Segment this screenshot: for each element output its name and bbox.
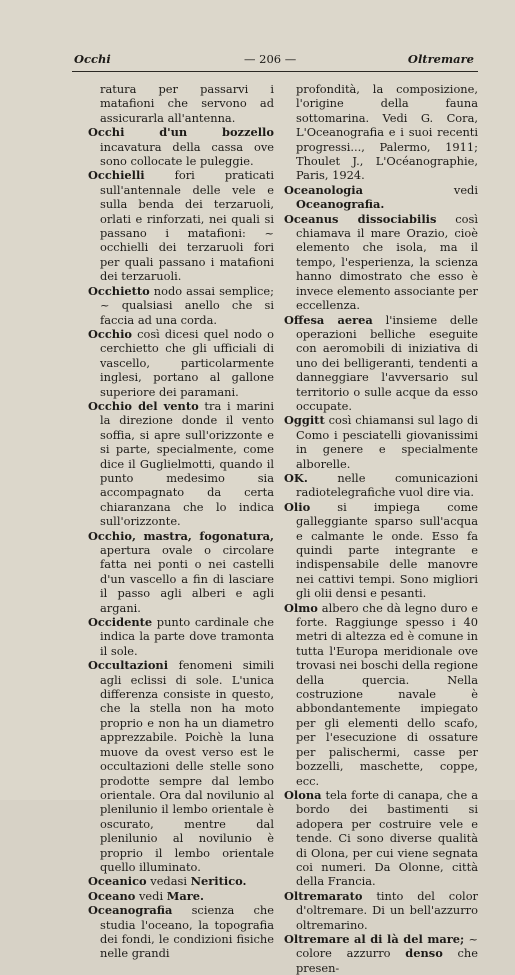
entry-definition: albero che dà legno duro e forte. Raggiunge spesso i 40 metri di altezza ed è comune in tutta l'Europa meridionale ove trovasi nei boschi della regione della quercia. Nella costruzione navale è abbondantemente impiegato per gli elementi dello scafo, per l'esecuzione di ossature per palischermi, casse per bozzelli, maschette, coppe, ecc. <box>296 600 478 788</box>
entry-crossref: Neritico. <box>190 874 247 889</box>
dictionary-entry <box>88 903 274 961</box>
entry-definition: incavatura della cassa ove sono collocate le puleggie. <box>100 139 274 169</box>
entry-definition: nodo assai semplice; ~ qualsiasi anello che si faccia ad una corda. <box>100 283 274 327</box>
entry-definition: scienza che studia l'oceano, la topografia dei fondi, le condizioni fisiche nelle grandi <box>100 903 274 961</box>
entry-headword: Oceanografia <box>88 903 173 918</box>
entry-headword: Oggitt <box>284 413 325 428</box>
entry-headword: Oceanus dissociabilis <box>284 211 437 226</box>
entry-definition: fenomeni simili agli eclissi di sole. L'unica differenza consiste in questo, che la stella non ha moto proprio e non ha un diametro apprezzabile. Poichè la luna muove da ovest verso est le occultazioni delle stelle sono prodotte sempre dal lembo orientale. Ora dal novilunio al plenilunio il lembo orientale è oscurato, mentre dal plenilunio al novilunio è proprio il lembo orientale quello illuminato. <box>100 658 274 874</box>
header-rule <box>72 71 478 72</box>
running-header <box>74 52 474 70</box>
header-right-word: Oltremare <box>407 52 474 66</box>
entry-headword: Occhielli <box>88 168 145 183</box>
dictionary-entry <box>284 601 478 788</box>
dictionary-entry <box>284 82 478 183</box>
entry-headword: Oceanico <box>88 874 147 889</box>
entry-headword: Olio <box>284 499 311 514</box>
entry-headword: Occhio, mastra, fogonatura, <box>88 528 274 543</box>
dictionary-entry <box>88 658 274 874</box>
dictionary-entry <box>284 413 478 471</box>
entry-definition: vedi <box>135 888 167 903</box>
entry-definition: nelle comunicazioni radiotelegrafiche vuol dire via. <box>296 470 478 500</box>
entry-definition: fori praticati sull'antennale delle vele e sulla benda dei terzaruoli, orlati e rinforzati, nei quali si passano i matafioni: ~ occhielli dei terzaruoli fori per quali passano i matafioni dei terzaruoli. <box>100 168 274 284</box>
dictionary-entry <box>88 168 274 283</box>
entry-crossref: denso <box>405 946 443 961</box>
dictionary-entry <box>284 313 478 414</box>
entry-headword: Oceano <box>88 888 136 903</box>
entry-crossref: Mare. <box>166 888 204 903</box>
dictionary-entry <box>88 284 274 327</box>
entry-definition-tail: che presen- <box>296 946 479 975</box>
entry-definition: così dicesi quel nodo o cerchietto che gli ufficiali di vascello, particolarmente inglesi, portano al gallone superiore dei paramani. <box>100 326 274 399</box>
dictionary-entry <box>88 889 274 903</box>
entry-headword: Offesa aerea <box>284 312 373 327</box>
entry-definition: si impiega come galleggiante sparso sull'acqua e calmante le onde. Esso fa quindi parte integrante e indispensabile delle manovre nei cattivi tempi. Sono migliori gli olii densi e pesanti. <box>296 499 478 601</box>
dictionary-entry <box>88 529 274 615</box>
entry-headword: OK. <box>284 470 308 485</box>
dictionary-entry <box>88 327 274 399</box>
entry-definition: punto cardinale che indica la parte dove tramonta il sole. <box>100 615 274 658</box>
entry-definition: apertura ovale o circolare fatta nei ponti o nei castelli d'un vascello a fin di lasciare il passo agli alberi e agli argani. <box>100 543 274 615</box>
dictionary-entry <box>88 615 274 658</box>
dictionary-entry <box>284 500 478 601</box>
right-column <box>284 82 478 975</box>
entry-definition: ratura per passarvi i matafioni che servono ad assicurarla all'antenna. <box>100 82 274 125</box>
entry-headword: Occhietto <box>88 283 150 298</box>
entry-definition: l'insieme delle operazioni belliche eseguite con aeromobili di iniziativa di uno dei belligeranti, tendenti a danneggiare l'avversario sul territorio o sulle acque da esso occupate. <box>296 312 478 413</box>
entry-headword: Occhio del vento <box>88 398 199 413</box>
dictionary-entry <box>284 932 478 975</box>
dictionary-entry <box>88 82 274 125</box>
entry-definition: così chiamansi sul lago di Como i pesciatelli giovanissimi in genere e specialmente alborelle. <box>296 413 478 471</box>
entry-definition: così chiamava il mare Orazio, cioè elemento che isola, ma il tempo, l'esperienza, la scienza hanno dimostrato che esso è invece elemento associante per eccellenza. <box>296 211 478 313</box>
dictionary-entry <box>88 125 274 168</box>
entry-definition: tra i marini la direzione donde il vento soffia, si apre sull'orizzonte e si parte, specialmente, come dice il Guglielmotti, quando il punto medesimo sia accompagnato da certa chiaranzana che lo indica sull'orizzonte. <box>100 398 274 529</box>
dictionary-entry <box>284 471 478 500</box>
dictionary-entry <box>284 889 478 932</box>
dictionary-entry <box>284 788 478 889</box>
entry-headword: Occhio <box>88 326 132 341</box>
dictionary-entry <box>88 399 274 529</box>
page-number: — 206 — <box>244 52 297 66</box>
entry-definition: tinto del color d'oltremare. Di un bell'azzurro oltremarino. <box>296 888 478 932</box>
entry-definition: vedi <box>362 182 478 197</box>
entry-headword: Occidente <box>88 615 153 630</box>
entry-headword: Olmo <box>284 600 318 615</box>
entry-headword: Oltremarato <box>284 888 363 903</box>
entry-definition: tela forte di canapa, che a bordo dei bastimenti si adopera per costruire vele e tende. Ci sono diverse qualità di Olona, per cui viene segnata coi numeri. Da Olonne, città della Francia. <box>296 787 478 889</box>
entry-headword: Occultazioni <box>88 658 169 673</box>
dictionary-entry <box>88 874 274 888</box>
entry-crossref: Oceanografia. <box>296 197 385 212</box>
left-column <box>88 82 274 961</box>
entry-definition: profondità, la composizione, l'origine della fauna sottomarina. Vedi G. Cora, L'Oceanografia e i suoi recenti progressi..., Palermo, 1911; Thoulet J., L'Océanographie, Paris, 1924. <box>296 82 478 183</box>
dictionary-entry <box>284 183 478 212</box>
entry-headword: Occhi d'un bozzello <box>88 125 274 140</box>
entry-headword: Olona <box>284 787 322 802</box>
dictionary-entry <box>284 212 478 313</box>
entry-definition: ~ colore azzurro <box>296 931 479 961</box>
entry-definition: vedasi <box>146 874 191 889</box>
entry-headword: Oceanologia <box>284 182 363 197</box>
header-left-word: Occhi <box>74 52 111 66</box>
entry-headword: Oltremare al di là del mare; <box>284 931 465 946</box>
